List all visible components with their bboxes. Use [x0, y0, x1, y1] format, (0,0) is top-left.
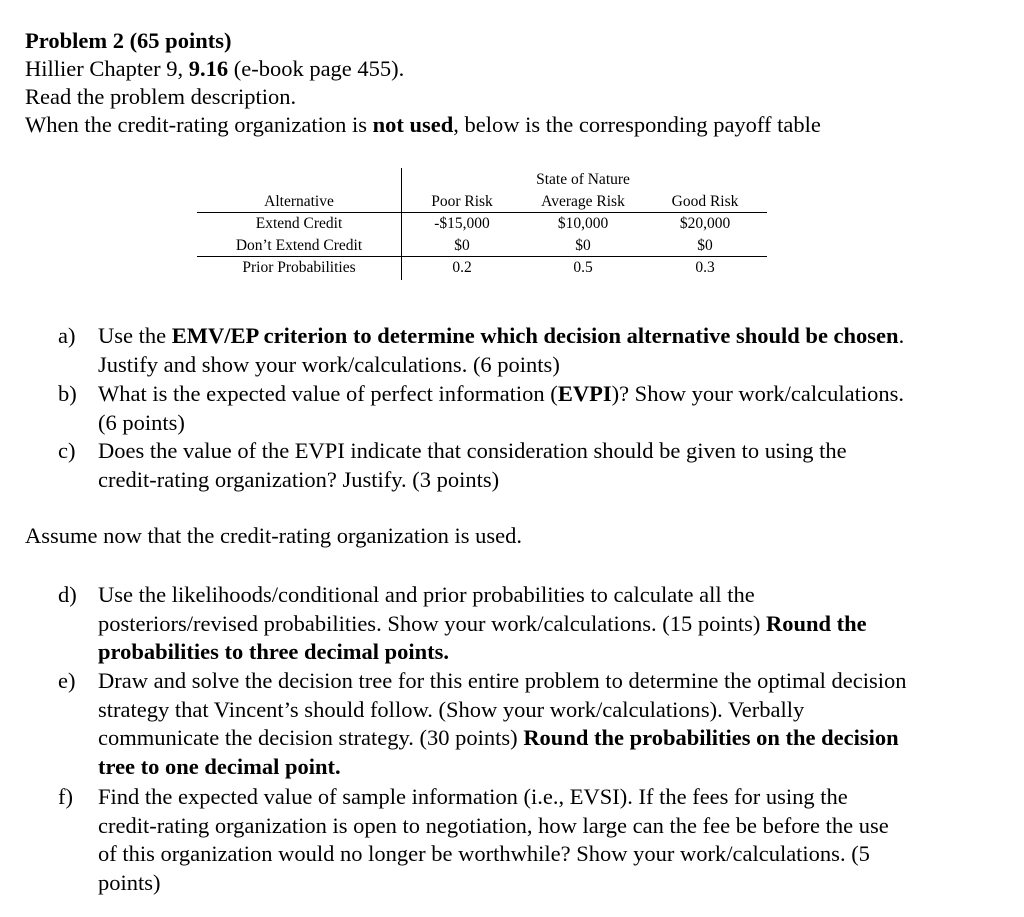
- cell-dont-extend-good: $0: [697, 237, 713, 254]
- list-label: c): [58, 438, 76, 463]
- list-label: d): [58, 582, 77, 607]
- question-c: c) Does the value of the EVPI indicate that consideration should be given to using the credit-rating organization? Justify. (3 points): [58, 438, 847, 492]
- assumption-text: Assume now that the credit-rating organization is used.: [25, 523, 522, 548]
- list-label: e): [58, 668, 76, 693]
- col-header-poor-risk: Poor Risk: [431, 193, 493, 210]
- row-label: Extend Credit: [255, 215, 343, 232]
- question-d: d) Use the likelihoods/conditional and prior probabilities to calculate all the posteriors/revised probabilities. Show your work/calculations. (15 points) Round the probabilities to three decimal points.: [58, 582, 867, 664]
- question-e: e) Draw and solve the decision tree for this entire problem to determine the optimal decision strategy that Vincent’s should follow. (Show your work/calculations). Verbally communicate the decision strategy. (30 points) Round the probabilities on the decision tree to one decimal point.: [58, 668, 907, 779]
- cell-extend-poor: -$15,000: [434, 215, 490, 232]
- col-header-good-risk: Good Risk: [671, 193, 739, 210]
- problem-title: Problem 2 (65 points): [25, 28, 232, 53]
- table-header-rule: [197, 212, 767, 213]
- state-of-nature-header: State of Nature: [536, 171, 630, 188]
- col-header-alternative: Alternative: [264, 193, 334, 210]
- col-header-average-risk: Average Risk: [541, 193, 625, 210]
- cell-dont-extend-average: $0: [575, 237, 591, 254]
- table-intro: When the credit-rating organization is not used, below is the corresponding payoff table: [25, 112, 821, 137]
- table-prior-rule: [197, 256, 767, 257]
- cell-prior-poor: 0.2: [452, 259, 472, 276]
- cell-extend-good: $20,000: [679, 215, 731, 232]
- cell-prior-average: 0.5: [573, 259, 593, 276]
- question-f: f) Find the expected value of sample information (i.e., EVSI). If the fees for using the credit-rating organization is open to negotiation, how large can the fee be before the use of this organization would no longer be worthwhile? Show your work/calculations. (5 points): [58, 784, 889, 895]
- question-a: a) Use the EMV/EP criterion to determine which decision alternative should be chosen. Justify and show your work/calculations. (6 points): [58, 323, 905, 377]
- cell-dont-extend-poor: $0: [454, 237, 470, 254]
- read-instruction: Read the problem description.: [25, 84, 297, 109]
- table-vertical-rule: [401, 168, 402, 280]
- row-label: Don’t Extend Credit: [235, 237, 363, 254]
- list-label: b): [58, 381, 77, 406]
- list-label: f): [58, 784, 73, 809]
- question-b: b) What is the expected value of perfect information (EVPI)? Show your work/calculations. (6 points): [58, 381, 905, 435]
- row-label: Prior Probabilities: [242, 259, 356, 276]
- list-label: a): [58, 323, 76, 348]
- payoff-table: [197, 168, 767, 280]
- cell-extend-average: $10,000: [557, 215, 609, 232]
- cell-prior-good: 0.3: [695, 259, 715, 276]
- chapter-reference: Hillier Chapter 9, 9.16 (e-book page 455).: [25, 56, 405, 81]
